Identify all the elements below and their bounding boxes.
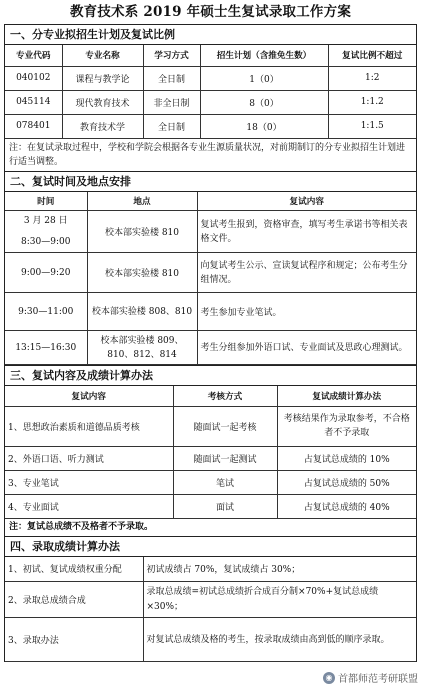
retest-scoring-table [5, 386, 416, 519]
table-row [5, 446, 416, 470]
cell: 1:2 [328, 66, 416, 90]
col-header: 复试成绩计算办法 [277, 386, 416, 406]
col-header: 专业名称 [62, 45, 143, 66]
cell: 录取总成绩=初试总成绩折合成百分制×70%+复试总成绩×30%； [143, 582, 416, 618]
document-frame [4, 24, 417, 662]
table-row [5, 253, 416, 293]
col-header: 复试内容 [5, 386, 173, 406]
col-header: 复试内容 [197, 192, 416, 211]
cell: 随面试一起考核 [173, 406, 277, 446]
col-header: 考核方式 [173, 386, 277, 406]
table-row [5, 66, 416, 90]
cell: 045114 [5, 90, 62, 114]
section-1-heading: 一、分专业拟招生计划及复试比例 [5, 25, 416, 45]
cell: 1、思想政治素质和道德品质考核 [5, 406, 173, 446]
table-row [5, 618, 416, 662]
col-header: 专业代码 [5, 45, 62, 66]
content-cell: 考生参加专业笔试。 [197, 293, 416, 331]
watermark [323, 670, 418, 685]
table-row [5, 211, 416, 253]
place-cell: 校本部实验楼 809、810、812、814 [87, 331, 197, 365]
cell: 1:1.2 [328, 90, 416, 114]
section-4-heading: 四、录取成绩计算办法 [5, 537, 416, 557]
schedule-table [5, 192, 416, 366]
time-cell: 9:30—11:00 [5, 293, 87, 331]
cell: 全日制 [143, 66, 200, 90]
date-text: 3 月 28 日 [23, 215, 68, 226]
table-row [5, 582, 416, 618]
time-cell: 13:15—16:30 [5, 331, 87, 365]
cell: 18（0） [200, 114, 328, 138]
wechat-logo-icon: ◉ [323, 672, 335, 684]
col-header: 学习方式 [143, 45, 200, 66]
table-row [5, 331, 416, 365]
place-cell: 校本部实验楼 810 [87, 253, 197, 293]
document [4, 0, 417, 662]
cell: 占复试总成绩的 50% [277, 470, 416, 494]
doc-title: 教育技术系 2019 年硕士生复试录取工作方案 [69, 4, 352, 20]
cell: 1、初试、复试成绩权重分配 [5, 557, 143, 582]
watermark-text: 首都师范考研联盟 [338, 674, 418, 685]
cell: 对复试总成绩及格的考生，按录取成绩由高到低的顺序录取。 [143, 618, 416, 662]
time-text: 8:30—9:00 [21, 236, 71, 247]
cell: 8（0） [200, 90, 328, 114]
cell: 面试 [173, 494, 277, 518]
content-cell: 向复试考生公示、宣读复试程序和规定；公布考生分组情况。 [197, 253, 416, 293]
cell: 随面试一起测试 [173, 446, 277, 470]
cell: 3、录取办法 [5, 618, 143, 662]
time-cell: 9:00—9:20 [5, 253, 87, 293]
cell: 1（0） [200, 66, 328, 90]
cell: 课程与教学论 [62, 66, 143, 90]
cell: 3、专业笔试 [5, 470, 173, 494]
place-cell: 校本部实验楼 810 [87, 211, 197, 253]
cell: 全日制 [143, 114, 200, 138]
cell: 2、外语口语、听力测试 [5, 446, 173, 470]
section-3-heading: 三、复试内容及成绩计算办法 [5, 365, 416, 386]
col-header: 复试比例不超过 [328, 45, 416, 66]
cell: 2、录取总成绩合成 [5, 582, 143, 618]
content-cell: 考生分组参加外语口试、专业面试及思政心理测试。 [197, 331, 416, 365]
content-cell: 复试考生报到，资格审查，填写考生承诺书等相关表格文件。 [197, 211, 416, 253]
cell: 1:1.5 [328, 114, 416, 138]
table-row [5, 557, 416, 582]
admission-scoring-table [5, 557, 416, 663]
table-row [5, 114, 416, 138]
section-3-note: 注：复试总成绩不及格者不予录取。 [5, 519, 416, 537]
section-2-heading: 二、复试时间及地点安排 [5, 172, 416, 192]
table-row [5, 494, 416, 518]
col-header: 地点 [87, 192, 197, 211]
cell: 考核结果作为录取参考，不合格者不予录取 [277, 406, 416, 446]
cell: 占复试总成绩的 10% [277, 446, 416, 470]
cell: 4、专业面试 [5, 494, 173, 518]
cell: 非全日制 [143, 90, 200, 114]
place-cell: 校本部实验楼 808、810 [87, 293, 197, 331]
section-1-note: 注：在复试录取过程中，学校和学院会根据各专业生源质量状况，对前期制订的分专业拟招生计划进行适当调整。 [5, 139, 416, 172]
cell: 040102 [5, 66, 62, 90]
col-header: 招生计划（含推免生数） [200, 45, 328, 66]
cell: 教育技术学 [62, 114, 143, 138]
enrollment-plan-table [5, 45, 416, 139]
table-row [5, 470, 416, 494]
cell: 占复试总成绩的 40% [277, 494, 416, 518]
table-header-row [5, 192, 416, 211]
time-cell [5, 211, 87, 253]
col-header: 时间 [5, 192, 87, 211]
cell: 初试成绩占 70%，复试成绩占 30%； [143, 557, 416, 582]
table-row [5, 90, 416, 114]
table-row [5, 293, 416, 331]
table-header-row [5, 45, 416, 66]
table-header-row [5, 386, 416, 406]
table-row [5, 406, 416, 446]
cell: 现代教育技术 [62, 90, 143, 114]
cell: 笔试 [173, 470, 277, 494]
cell: 078401 [5, 114, 62, 138]
